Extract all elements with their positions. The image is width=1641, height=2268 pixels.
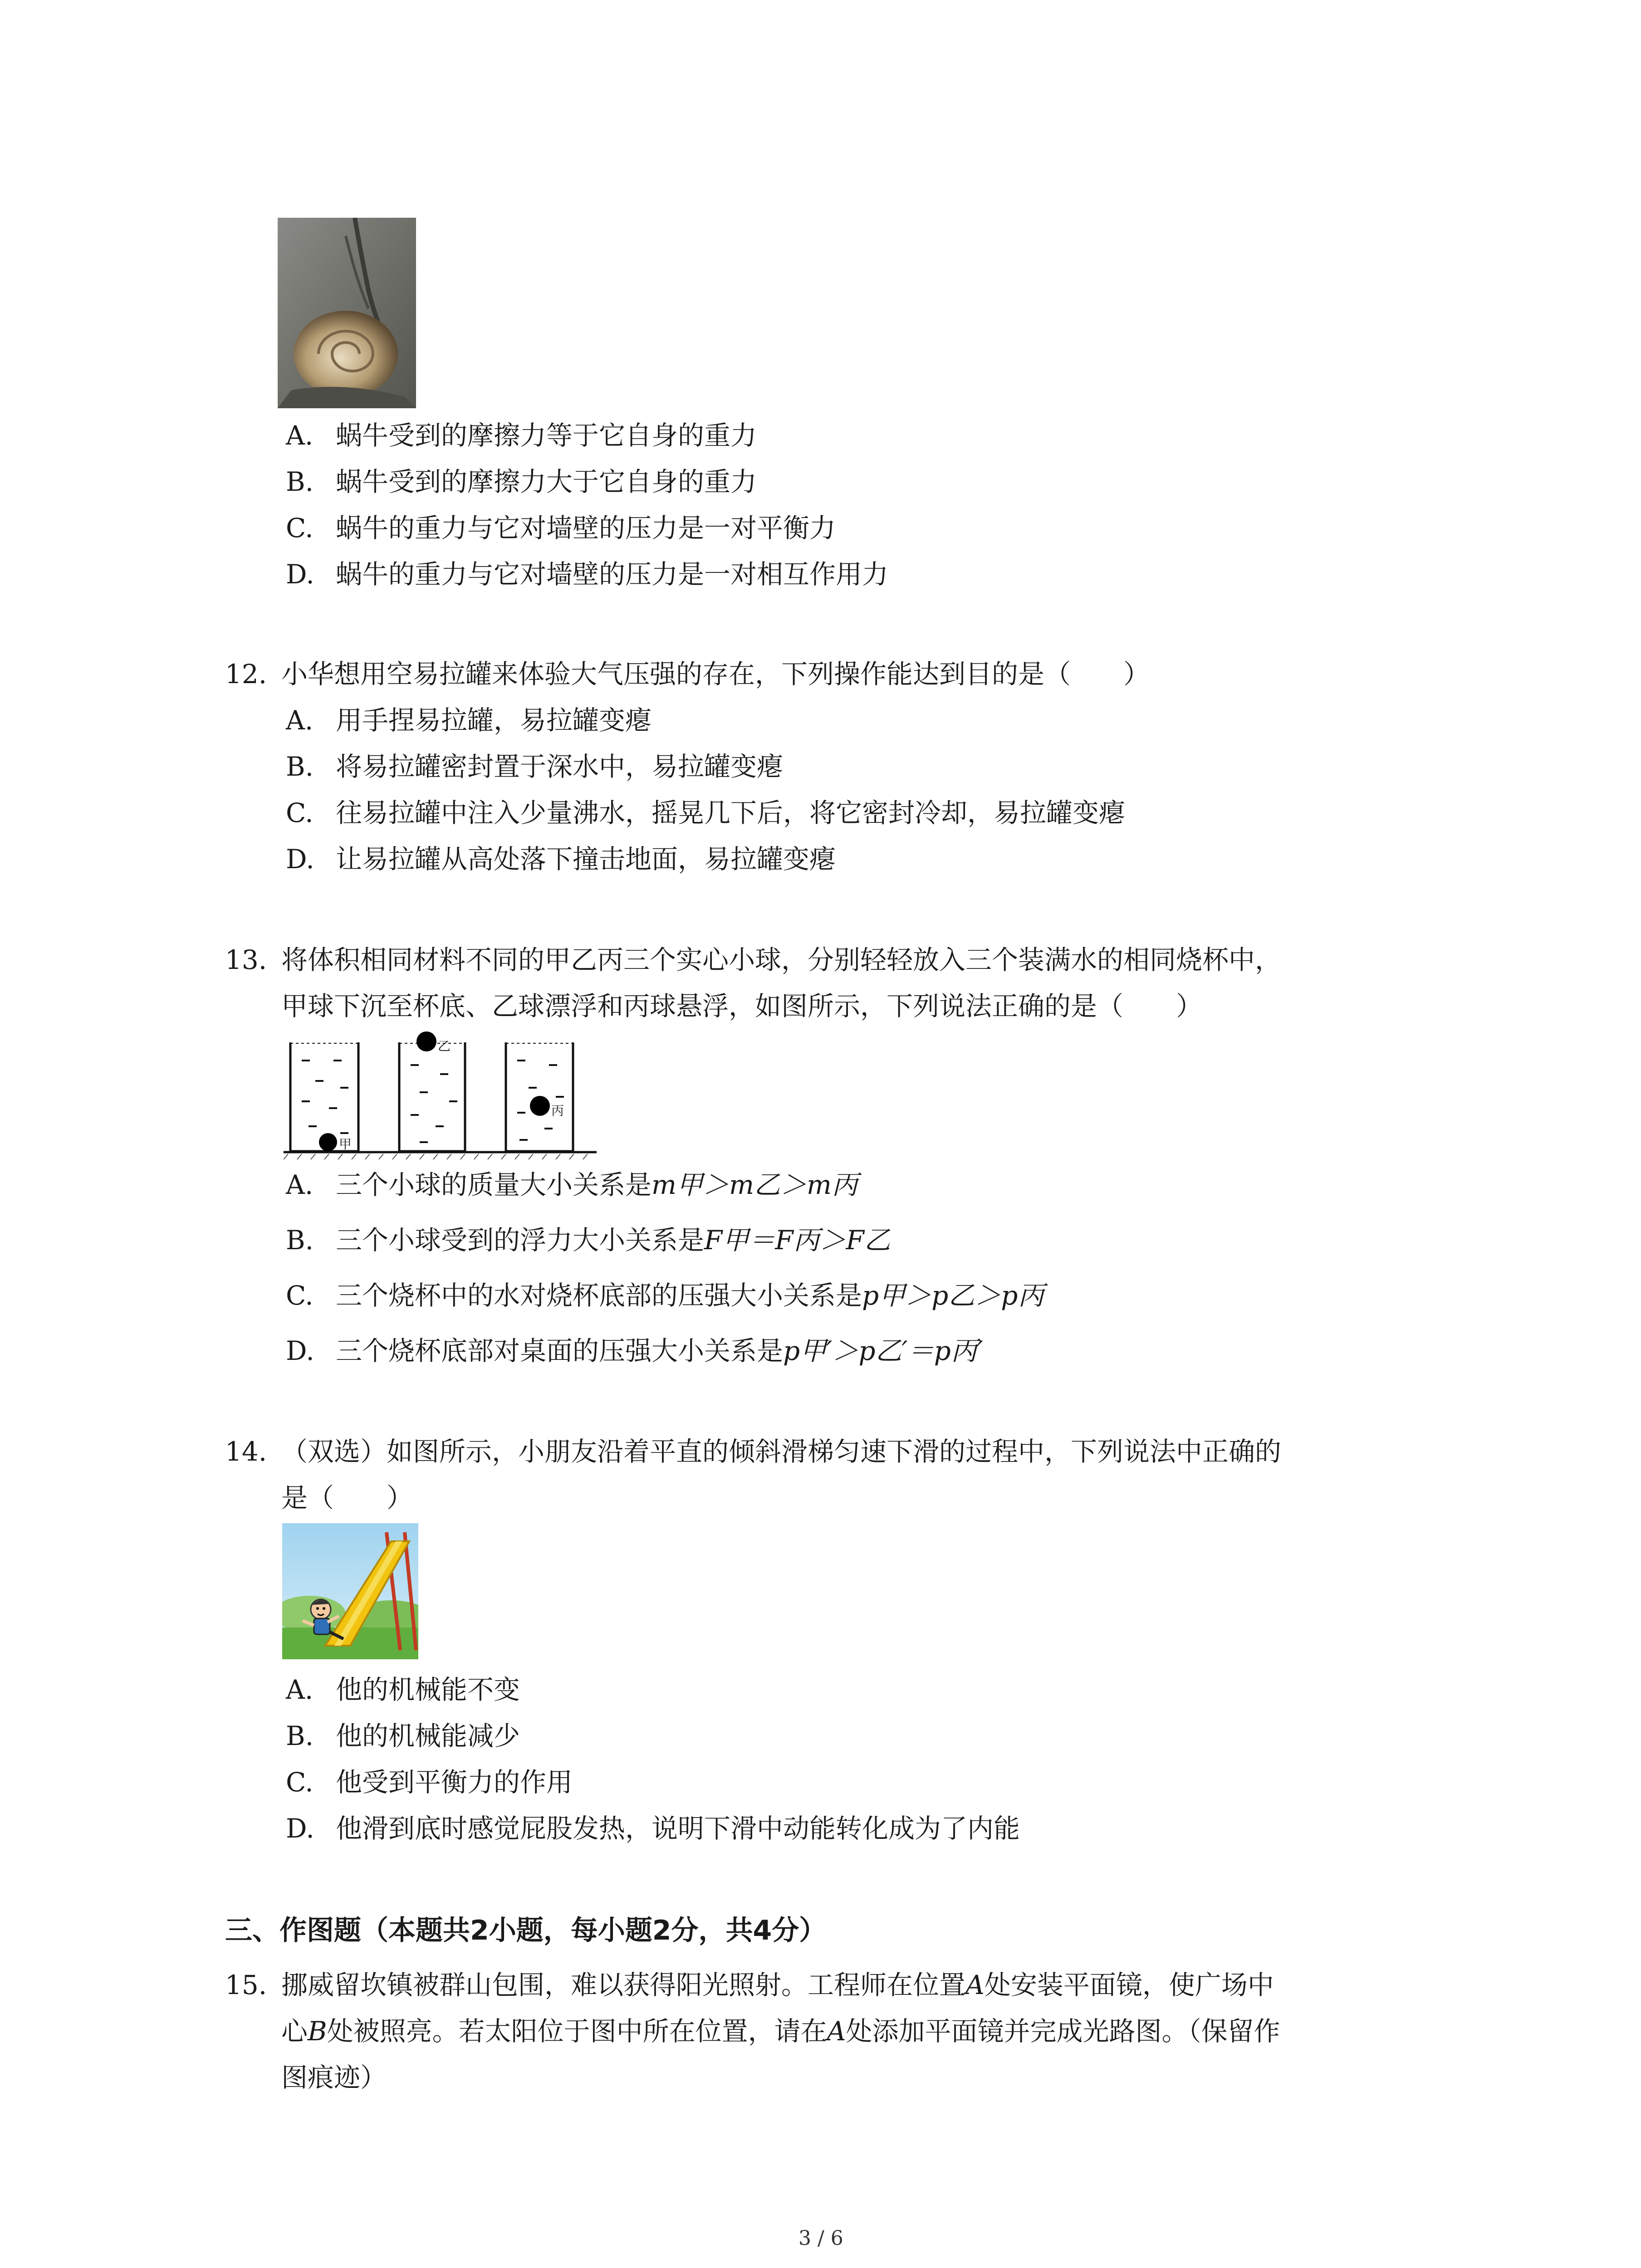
q11-option-b: B. 蜗牛受到的摩擦力大于它自身的重力 <box>286 466 757 497</box>
q11-option-d: D. 蜗牛的重力与它对墙壁的压力是一对相互作用力 <box>286 559 889 590</box>
q13-option-c: C. 三个烧杯中的水对烧杯底部的压强大小关系是p甲＞p乙＞p丙 <box>286 1280 1044 1311</box>
q12-option-d: D. 让易拉罐从高处落下撞击地面，易拉罐变瘪 <box>286 844 836 875</box>
q15-line1: 挪威留坎镇被群山包围，难以获得阳光照射。工程师在位置A处安装平面镜，使广场中 <box>281 1970 1274 2000</box>
ball-bing-label: 丙 <box>551 1103 564 1118</box>
q15-line3: 图痕迹） <box>281 2062 387 2093</box>
q14-option-a: A. 他的机械能不变 <box>286 1674 520 1705</box>
q15-line2: 心B处被照亮。若太阳位于图中所在位置，请在A处添加平面镜并完成光路图。（保留作 <box>281 2016 1280 2047</box>
q12-option-c: C. 往易拉罐中注入少量沸水，摇晃几下后，将它密封冷却，易拉罐变瘪 <box>286 797 1126 828</box>
q13-formula-a: m甲＞m乙＞m丙 <box>652 1169 858 1200</box>
q13-stem-line2: 甲球下沉至杯底、乙球漂浮和丙球悬浮，如图所示，下列说法正确的是（ ） <box>281 991 1203 1022</box>
q11-option-a: A. 蜗牛受到的摩擦力等于它自身的重力 <box>286 420 757 451</box>
q14-stem-line2: 是（ ） <box>281 1482 413 1513</box>
q14-stem-line1: （双选）如图所示，小朋友沿着平直的倾斜滑梯匀速下滑的过程中，下列说法中正确的 <box>281 1436 1282 1467</box>
snail-photo-icon <box>278 218 416 408</box>
q12-number: 12. <box>225 659 267 689</box>
q13-formula-c: p甲＞p乙＞p丙 <box>862 1280 1044 1311</box>
slide-illustration-icon <box>282 1523 418 1659</box>
q12-stem: 小华想用空易拉罐来体验大气压强的存在，下列操作能达到目的是（ ） <box>281 659 1150 689</box>
q13-option-d: D. 三个烧杯底部对桌面的压强大小关系是p甲′＞p乙′＝p丙′ <box>286 1335 983 1366</box>
q11-option-c: C. 蜗牛的重力与它对墙壁的压力是一对平衡力 <box>286 513 836 543</box>
q13-formula-b: F甲＝F丙＞F乙 <box>704 1225 891 1256</box>
q14-option-b: B. 他的机械能减少 <box>286 1721 520 1751</box>
q13-option-b: B. 三个小球受到的浮力大小关系是F甲＝F丙＞F乙 <box>286 1225 891 1256</box>
section-3-title: 三、作图题（本题共2小题，每小题2分，共4分） <box>225 1915 827 1946</box>
q13-formula-d: p甲′＞p乙′＝p丙′ <box>783 1335 983 1366</box>
page-number: 3 / 6 <box>798 2227 843 2250</box>
q13-number: 13. <box>225 944 267 975</box>
q13-option-a: A. 三个小球的质量大小关系是m甲＞m乙＞m丙 <box>286 1169 858 1200</box>
q15-number: 15. <box>225 1970 267 2000</box>
ball-yi-label: 乙 <box>438 1039 451 1054</box>
q14-number: 14. <box>225 1436 267 1467</box>
q14-option-d: D. 他滑到底时感觉屁股发热，说明下滑中动能转化成为了内能 <box>286 1813 1020 1844</box>
q12-option-a: A. 用手捏易拉罐，易拉罐变瘪 <box>286 705 652 736</box>
q13-stem-line1: 将体积相同材料不同的甲乙丙三个实心小球，分别轻轻放入三个装满水的相同烧杯中， <box>281 944 1282 975</box>
q13-beaker-figure <box>284 1029 597 1160</box>
q14-option-c: C. 他受到平衡力的作用 <box>286 1767 573 1798</box>
ball-jia-label: 甲 <box>339 1137 352 1152</box>
q12-option-b: B. 将易拉罐密封置于深水中，易拉罐变瘪 <box>286 751 784 782</box>
